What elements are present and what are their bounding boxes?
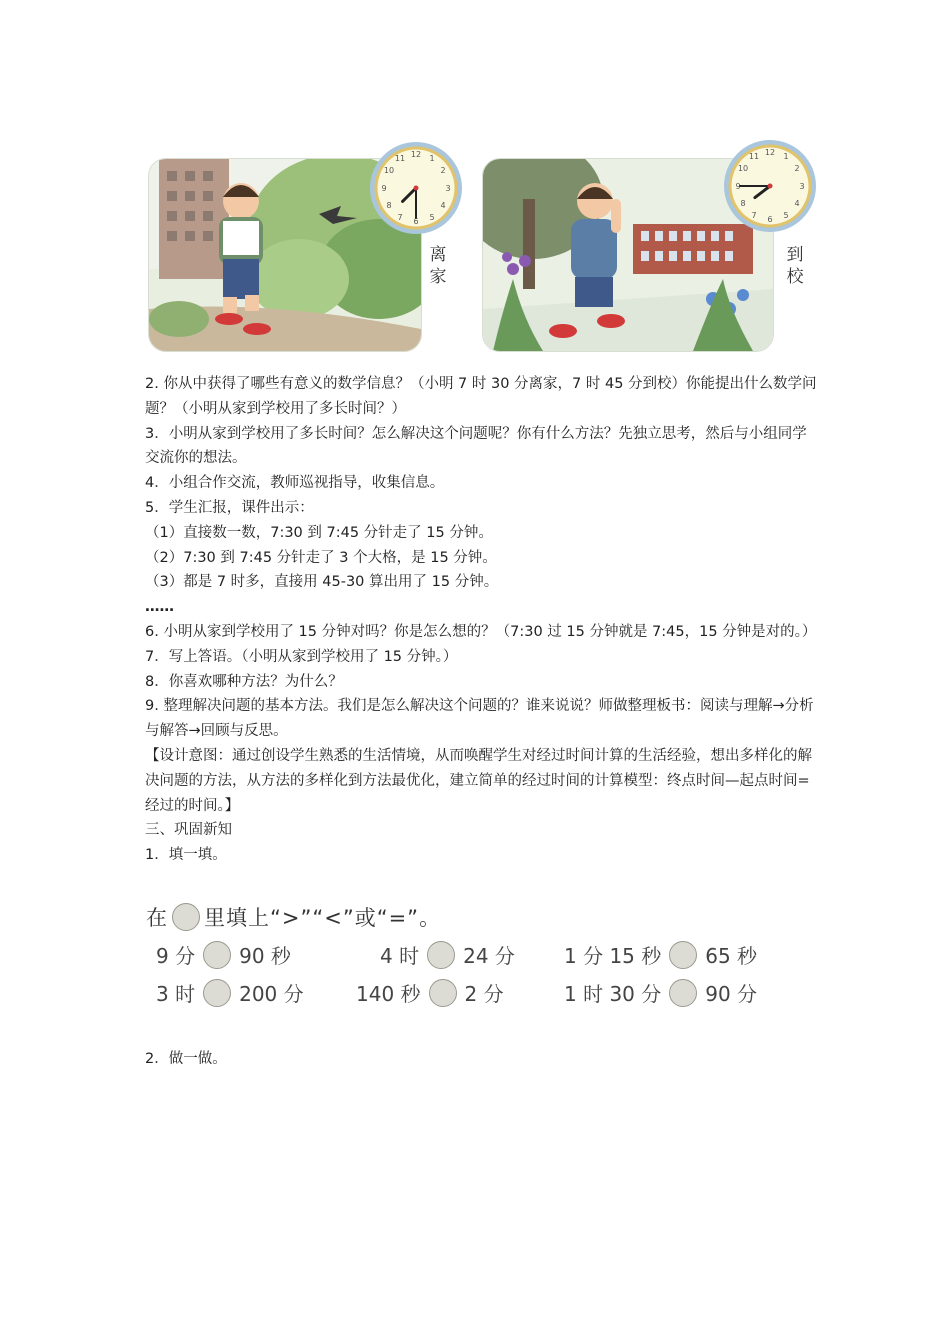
item-right: 65 秒 <box>705 944 758 968</box>
paragraph-5: 5．学生汇报，课件出示： <box>145 499 314 516</box>
svg-text:10: 10 <box>737 164 749 173</box>
svg-text:11: 11 <box>394 154 406 163</box>
svg-text:1: 1 <box>783 152 789 161</box>
method-2: （2）7:30 到 7:45 分针走了 3 个大格，是 15 分钟。 <box>145 549 497 566</box>
paragraph-2: 2. 你从中获得了哪些有意义的数学信息？（小明 7 时 30 分离家，7 时 45 分到校）你能提出什么数学问题？（小明从家到学校用了多长时间？） <box>145 376 817 417</box>
paragraph-7: 7．写上答语。（小明从家到学校用了 15 分钟。） <box>145 648 458 665</box>
label-char: 到 <box>786 245 804 265</box>
svg-text:3: 3 <box>799 182 805 191</box>
answer-circle-icon <box>172 903 200 931</box>
clock-leave-home <box>368 140 464 240</box>
svg-text:7: 7 <box>397 213 403 222</box>
compare-item <box>564 940 757 969</box>
svg-text:8: 8 <box>740 199 746 208</box>
answer-circle-icon[interactable] <box>427 941 455 969</box>
arrive-school-label <box>785 244 805 288</box>
svg-text:7: 7 <box>751 211 757 220</box>
clock-face-icon <box>368 140 464 236</box>
compare-item <box>156 940 291 969</box>
svg-text:2: 2 <box>794 164 800 173</box>
answer-circle-icon[interactable] <box>669 941 697 969</box>
item-right: 24 分 <box>463 944 515 968</box>
exercise-1-heading: 1．填一填。 <box>145 847 227 864</box>
paragraph-8: 8．你喜欢哪种方法？为什么？ <box>145 673 343 690</box>
item-left: 1 时 30 分 <box>564 982 662 1006</box>
instruction-prefix: 在 <box>146 906 168 930</box>
method-1: （1）直接数一数，7:30 到 7:45 分针走了 15 分钟。 <box>145 524 493 541</box>
compare-item <box>156 978 304 1007</box>
clock-face-icon <box>722 138 818 234</box>
label-char: 校 <box>786 267 804 287</box>
compare-item <box>564 978 757 1007</box>
leave-home-label <box>428 244 448 288</box>
svg-text:3: 3 <box>445 184 451 193</box>
svg-text:12: 12 <box>410 150 422 159</box>
svg-text:9: 9 <box>381 184 387 193</box>
answer-circle-icon[interactable] <box>203 941 231 969</box>
paragraph-9: 9. 整理解决问题的基本方法。我们是怎么解决这个问题的？谁来说说？师做整理板书：阅读与理解→分析与解答→回顾与反思。 <box>145 698 814 740</box>
svg-text:4: 4 <box>794 199 800 208</box>
design-intent: 【设计意图：通过创设学生熟悉的生活情境，从而唤醒学生对经过时间计算的生活经验，想出多样化的解决问题的方法，从方法的多样化到方法最优化，建立简单的经过时间的计算模型：终点时间—起点时间=经过的时间。】 <box>145 747 812 814</box>
svg-text:6: 6 <box>413 217 419 226</box>
item-left: 1 分 15 秒 <box>564 944 662 968</box>
answer-circle-icon[interactable] <box>669 979 697 1007</box>
instruction-suffix: 里填上“>”“<”或“=”。 <box>204 906 442 930</box>
item-left: 4 时 <box>380 944 420 968</box>
method-3: （3）都是 7 时多，直接用 45-30 算出用了 15 分钟。 <box>145 574 499 591</box>
item-left: 9 分 <box>156 944 196 968</box>
svg-text:8: 8 <box>386 201 392 210</box>
svg-text:6: 6 <box>767 215 773 224</box>
svg-text:9: 9 <box>735 182 741 191</box>
label-char: 离 <box>429 245 447 265</box>
compare-item <box>380 940 515 969</box>
item-right: 200 分 <box>239 982 304 1006</box>
item-right: 90 分 <box>705 982 758 1006</box>
svg-text:5: 5 <box>429 213 435 222</box>
svg-text:1: 1 <box>429 154 435 163</box>
svg-text:10: 10 <box>383 166 395 175</box>
exercise-instruction <box>146 902 441 932</box>
svg-text:12: 12 <box>764 148 776 157</box>
ellipsis: …… <box>145 599 174 616</box>
lesson-text <box>145 372 821 868</box>
svg-text:5: 5 <box>783 211 789 220</box>
compare-exercise <box>144 900 804 1010</box>
svg-text:11: 11 <box>748 152 760 161</box>
svg-text:2: 2 <box>440 166 446 175</box>
paragraph-3: 3．小明从家到学校用了多长时间？怎么解决这个问题呢？你有什么方法？先独立思考，然后与小组同学交流你的想法。 <box>145 425 807 467</box>
answer-circle-icon[interactable] <box>429 979 457 1007</box>
item-left: 3 时 <box>156 982 196 1006</box>
section-heading: 三、巩固新知 <box>145 822 232 839</box>
label-char: 家 <box>429 267 447 287</box>
clock-arrive-school <box>722 138 818 238</box>
compare-item <box>356 978 504 1007</box>
paragraph-4: 4．小组合作交流，教师巡视指导，收集信息。 <box>145 475 445 492</box>
item-right: 90 秒 <box>239 944 291 968</box>
exercise-2-heading: 2．做一做。 <box>145 1051 227 1067</box>
item-right: 2 分 <box>464 982 504 1006</box>
svg-text:4: 4 <box>440 201 446 210</box>
paragraph-6: 6. 小明从家到学校用了 15 分钟对吗？你是怎么想的？（7:30 过 15 分钟就是 7:45，15 分钟是对的。） <box>145 623 817 640</box>
answer-circle-icon[interactable] <box>203 979 231 1007</box>
item-left: 140 秒 <box>356 982 421 1006</box>
